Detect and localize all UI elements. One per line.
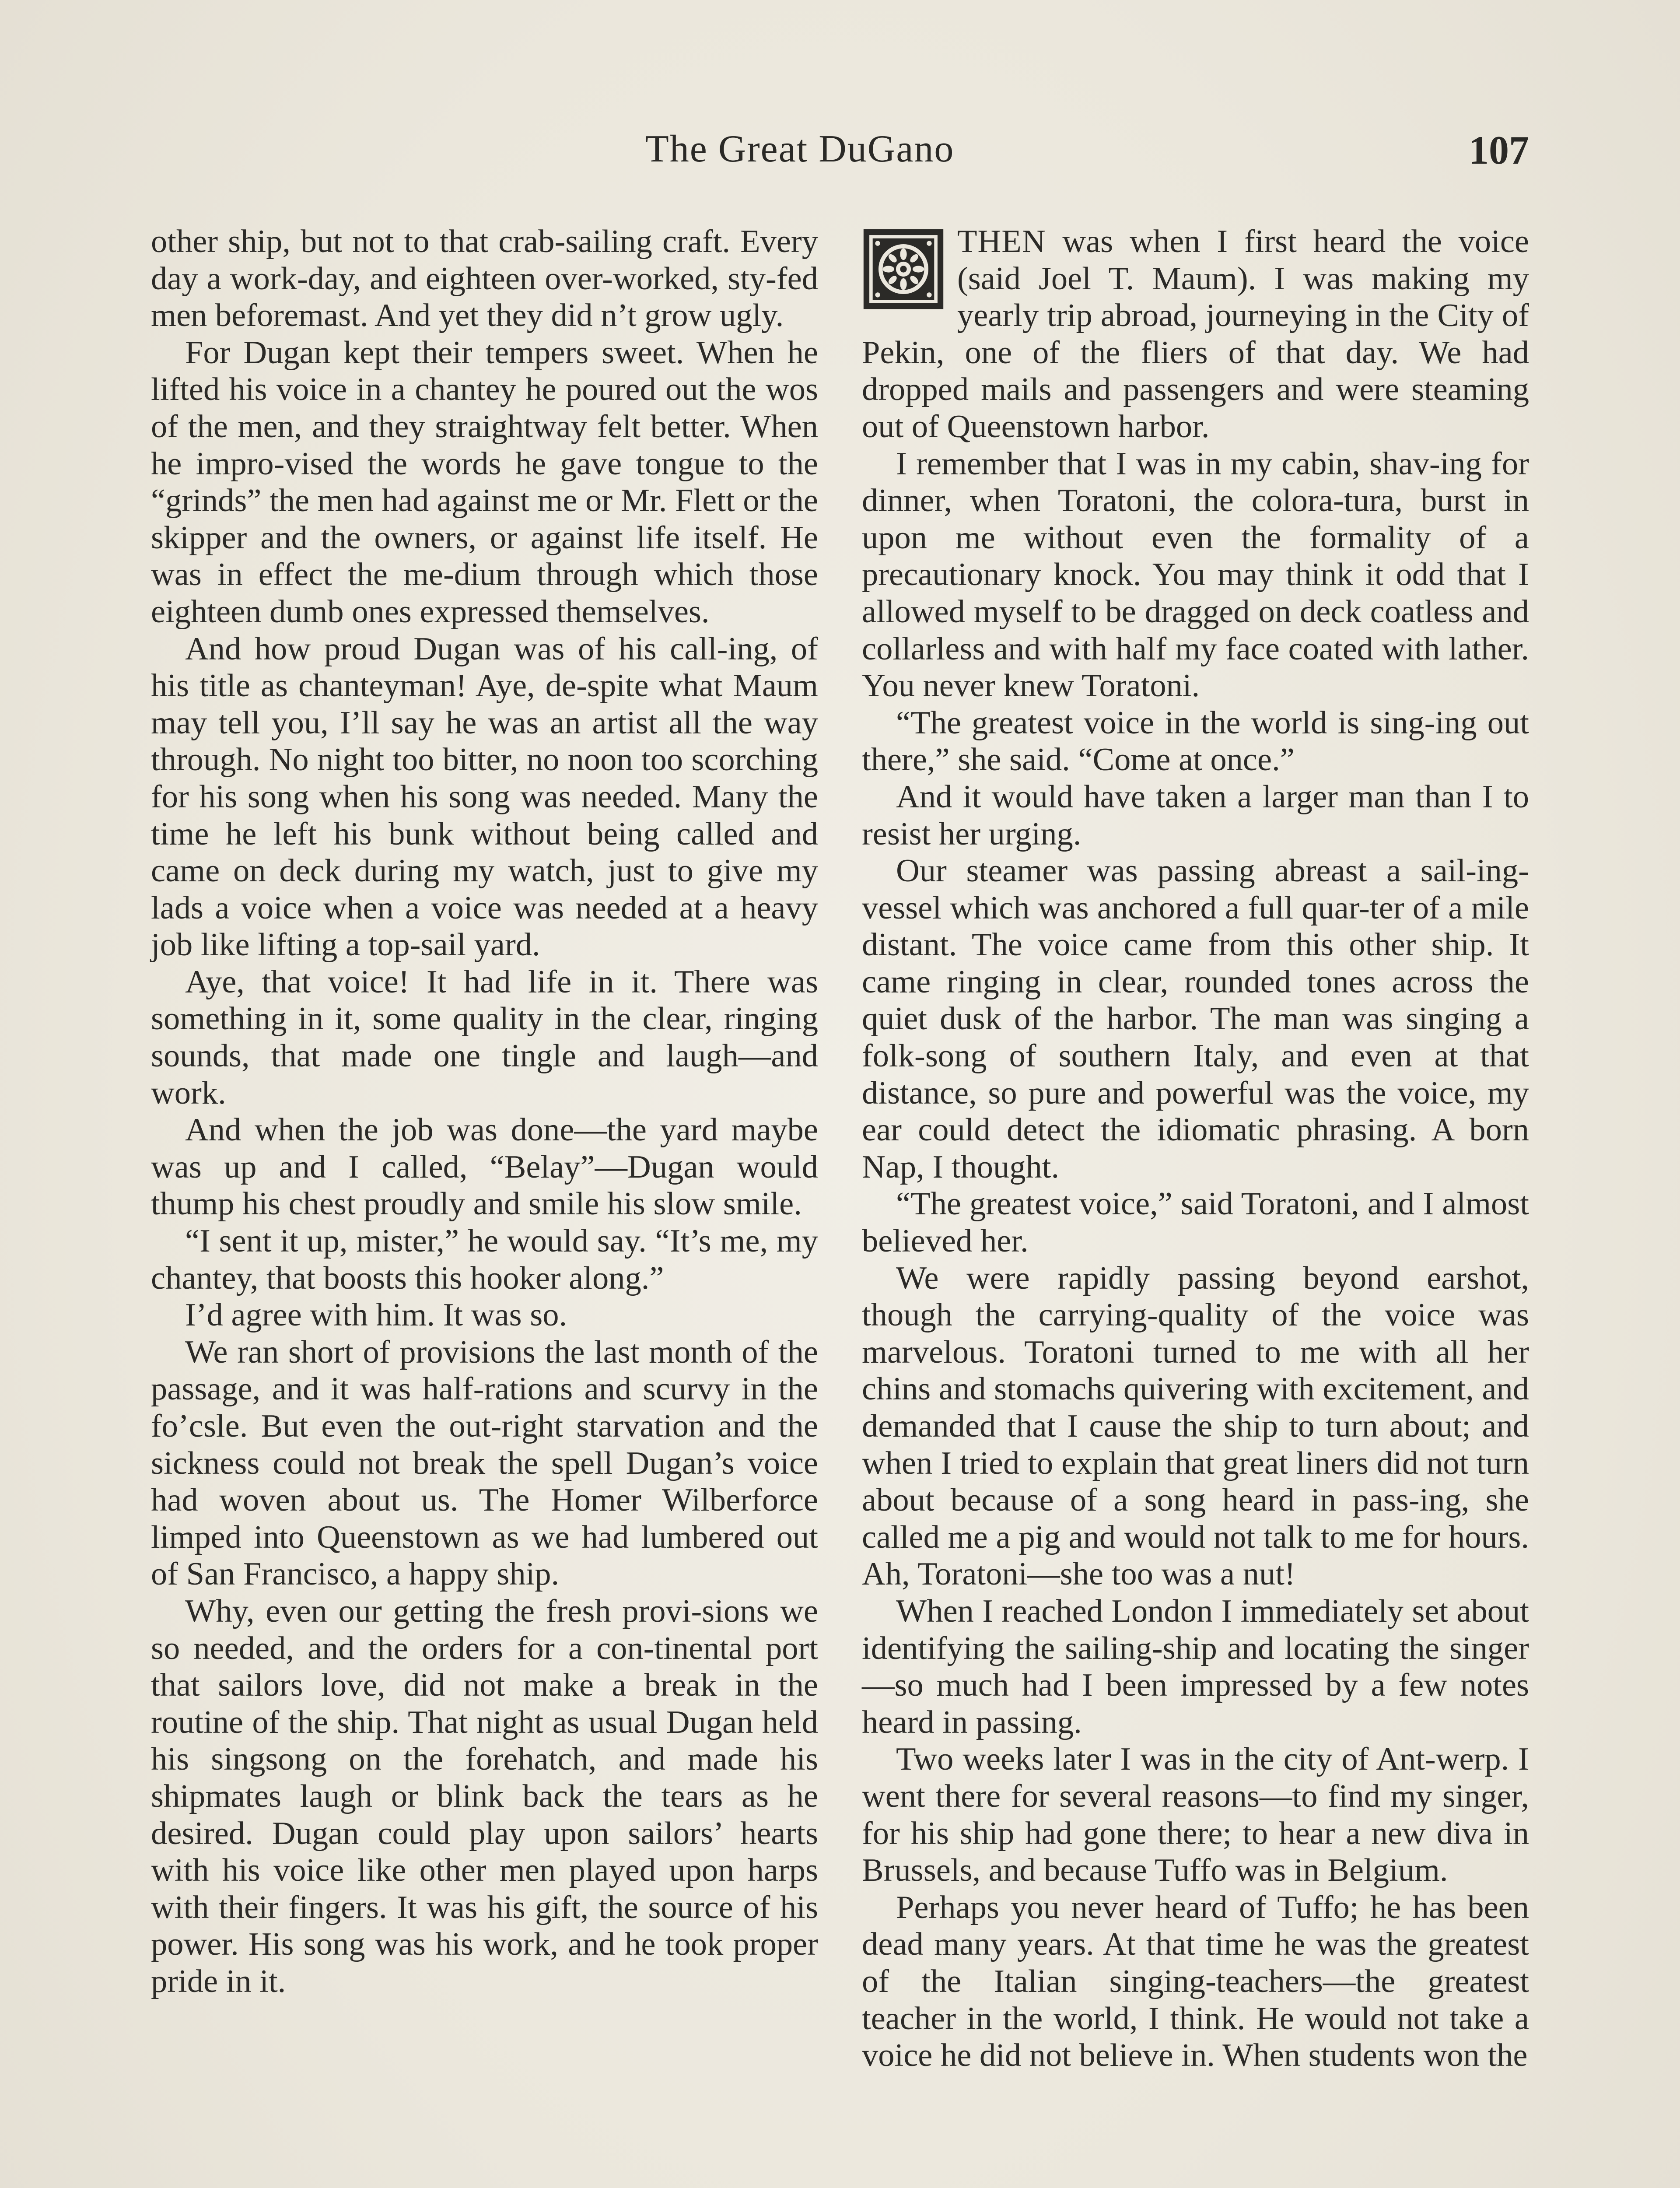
paragraph: Our steamer was passing abreast a sail-ing-vessel which was anchored a full quar-ter of a mile distant. The voice came from this other ship. It came ringing in clear, rounded tones across the quiet dusk of the harbor. The man was singing a folk-song of southern Italy, and even at that distance, so pure and powerful was the voice, my ear could detect the idiomatic phrasing. A born Nap, I thought. [862, 853, 1529, 1185]
right-column [862, 223, 1529, 2074]
lead-word: THEN [957, 224, 1046, 259]
paragraph: We ran short of provisions the last month of the passage, and it was half-rations and scurvy in the fo’csle. But even the out-right starvation and the sickness could not break the spell Dugan’s voice had woven about us. The Homer Wilberforce limped into Queenstown as we had lumbered out of San Francisco, a happy ship. [151, 1334, 818, 1592]
paragraph: Two weeks later I was in the city of Ant-werp. I went there for several reasons—to find my singer, for his ship had gone there; to hear a new diva in Brussels, and because Tuffo was in Belgium. [862, 1741, 1529, 1889]
ornament-icon [862, 228, 945, 311]
paragraph: And it would have taken a larger man than I to resist her urging. [862, 778, 1529, 852]
running-head [0, 127, 1680, 175]
running-title: The Great DuGano [645, 128, 955, 170]
opening-paragraph [862, 223, 1529, 445]
paragraph: other ship, but not to that crab-sailing craft. Every day a work-day, and eighteen over-worked, sty-fed men beforemast. And yet they did n’t grow ugly. [151, 224, 818, 334]
paragraph: I’d agree with him. It was so. [185, 1297, 567, 1333]
paragraph: And how proud Dugan was of his call-ing, of his title as chanteyman! Aye, de-spite what Maum may tell you, I’ll say he was an artist all the way through. No night too bitter, no noon too scorching for his song when his song was needed. Many the time he left his bunk without being called and came on deck during my watch, just to give my lads a voice when a voice was needed at a heavy job like lifting a top-sail yard. [151, 631, 818, 963]
paragraph: Aye, that voice! It had life in it. There was something in it, some quality in the clear, ringing sounds, that made one tingle and laugh—and work. [151, 964, 818, 1111]
left-column [151, 223, 818, 2000]
paragraph: We were rapidly passing beyond earshot, though the carrying-quality of the voice was marvelous. Toratoni turned to me with all her chins and stomachs quivering with excitement, and demanded that I cause the ship to turn about; and when I tried to explain that great liners did not turn about because of a song heard in pass-ing, she called me a pig and would not talk to me for hours. Ah, Toratoni—she too was a nut! [862, 1260, 1529, 1592]
paragraph: “The greatest voice in the world is sing-ing out there,” she said. “Come at once.” [862, 705, 1529, 778]
paragraph: Perhaps you never heard of Tuffo; he has been dead many years. At that time he was the greatest of the Italian singing-teachers—the greatest teacher in the world, I think. He would not take a voice he did not believe in. When students won the [862, 1889, 1529, 2074]
paragraph: “I sent it up, mister,” he would say. “It’s me, my chantey, that boosts this hooker along.” [151, 1223, 818, 1296]
paragraph: And when the job was done—the yard maybe was up and I called, “Belay”—Dugan would thump his chest proudly and smile his slow smile. [151, 1112, 818, 1222]
paragraph: Why, even our getting the fresh provi-sions we so needed, and the orders for a con-tinental port that sailors love, did not make a break in the routine of the ship. That night as usual Dugan held his singsong on the forehatch, and made his shipmates laugh or blink back the tears as he desired. Dugan could play upon sailors’ hearts with his voice like other men played upon harps with their fingers. It was his gift, the source of his power. His song was his work, and he took proper pride in it. [151, 1593, 818, 1999]
paragraph: I remember that I was in my cabin, shav-ing for dinner, when Toratoni, the colora-tura, burst in upon me without even the formality of a precautionary knock. You may think it odd that I allowed myself to be dragged on deck coatless and collarless and with half my face coated with lather. You never knew Toratoni. [862, 445, 1529, 704]
page-number: 107 [1469, 128, 1529, 172]
paragraph: “The greatest voice,” said Toratoni, and I almost believed her. [862, 1186, 1529, 1259]
paragraph: When I reached London I immediately set about identifying the sailing-ship and locating the singer—so much had I been impressed by a few notes heard in passing. [862, 1593, 1529, 1740]
opening-text: was when I first heard the voice (said Joel T. Maum). I was making my yearly trip abroad, journeying in the City of Pekin, one of the fliers of that day. We had dropped mails and passengers and were steaming out of Queenstown harbor. [862, 224, 1529, 445]
paragraph: For Dugan kept their tempers sweet. When he lifted his voice in a chantey he poured out the wos of the men, and they straightway felt better. When he impro-vised the words he gave tongue to the “grinds” the men had against me or Mr. Flett or the skipper and the owners, or against life itself. He was in effect the me-dium through which those eighteen dumb ones expressed themselves. [151, 334, 818, 630]
